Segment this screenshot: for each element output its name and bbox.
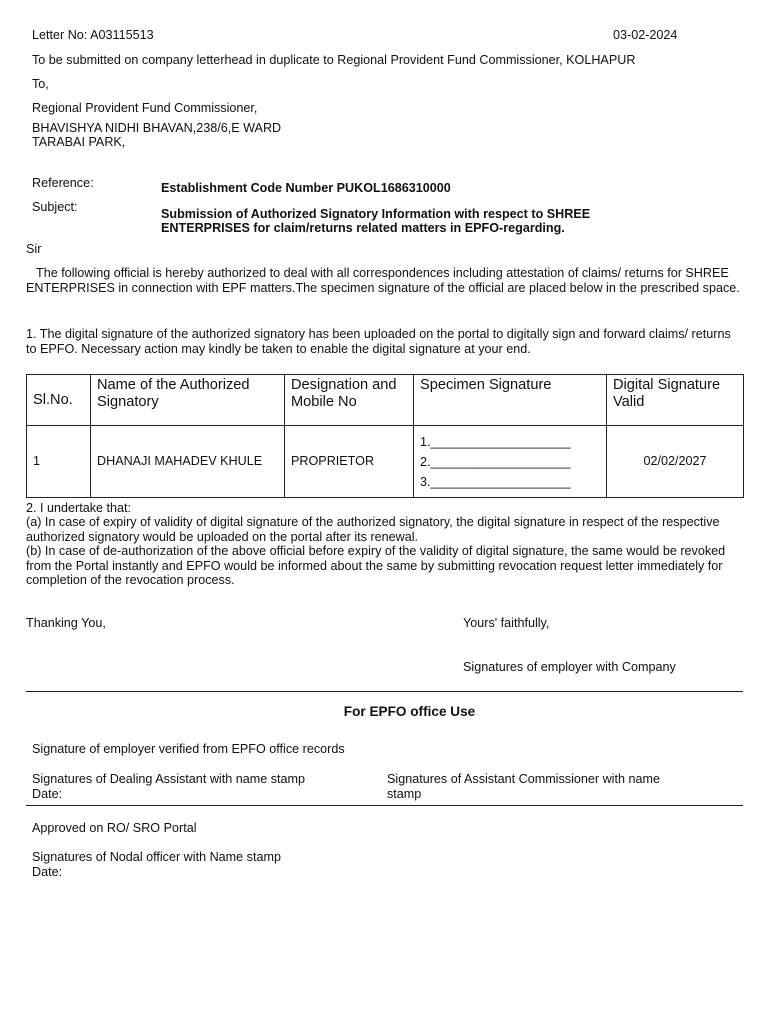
col-header-valid: Digital Signature Valid bbox=[607, 375, 744, 426]
approved-portal-label: Approved on RO/ SRO Portal bbox=[32, 821, 197, 835]
nodal-officer-label: Signatures of Nodal officer with Name stamp bbox=[32, 850, 281, 864]
date-label-2: Date: bbox=[32, 865, 63, 879]
to-label: To, bbox=[32, 77, 49, 91]
undertaking-title: 2. I undertake that: bbox=[26, 501, 132, 515]
authorization-paragraph: The following official is hereby authorized to deal with all correspondences including attestation of claims/ returns for SHREE ENTERPRISES in connection with EPF matters.The specimen signature of the official are placed below in the prescribed space. bbox=[26, 266, 740, 295]
addressee-line-1: Regional Provident Fund Commissioner, bbox=[32, 101, 258, 115]
dealing-assistant-label: Signatures of Dealing Assistant with name stamp bbox=[32, 772, 306, 786]
cell-specimen-signature bbox=[414, 426, 607, 498]
thanking-text: Thanking You, bbox=[26, 616, 106, 630]
cell-slno: 1 bbox=[27, 426, 91, 498]
signature-line-3: 3.____________________ bbox=[420, 474, 571, 489]
subject-label: Subject: bbox=[32, 200, 78, 214]
addressee-line-2: BHAVISHYA NIDHI BHAVAN,238/6,E WARD bbox=[32, 121, 282, 135]
cell-designation: PROPRIETOR bbox=[285, 426, 414, 498]
subject-line-2: ENTERPRISES for claim/returns related matters in EPFO-regarding. bbox=[161, 221, 565, 235]
date-label-1: Date: bbox=[32, 787, 63, 801]
letter-number: Letter No: A03115513 bbox=[32, 28, 154, 42]
col-header-designation: Designation and Mobile No bbox=[285, 375, 414, 426]
letter-date: 03-02-2024 bbox=[613, 28, 678, 42]
submission-instruction: To be submitted on company letterhead in duplicate to Regional Provident Fund Commissioner, KOLHAPUR bbox=[32, 53, 636, 67]
undertaking-clause-a: (a) In case of expiry of validity of digital signature of the authorized signatory, the digital signature in respect of the respective authorized signatory would be uploaded on the portal after its renewal. bbox=[26, 515, 720, 544]
undertaking-clause-b: (b) In case of de-authorization of the above official before expiry of the validity of digital signature, the same would be revoked from the Portal instantly and EPFO would be informed about the same by submitting revocation request letter immediately for completion of the revocation process. bbox=[26, 544, 726, 587]
assistant-commissioner-label: Signatures of Assistant Commissioner with name stamp bbox=[387, 772, 660, 801]
employer-verified-label: Signature of employer verified from EPFO office records bbox=[32, 742, 345, 756]
col-header-name: Name of the Authorized Signatory bbox=[91, 375, 285, 426]
reference-value: Establishment Code Number PUKOL1686310000 bbox=[161, 181, 451, 195]
reference-label: Reference: bbox=[32, 176, 94, 190]
subject-line-1: Submission of Authorized Signatory Information with respect to SHREE bbox=[161, 207, 591, 221]
col-header-slno: Sl.No. bbox=[27, 375, 91, 426]
divider-bottom bbox=[26, 805, 743, 806]
col-header-signature: Specimen Signature bbox=[414, 375, 607, 426]
yours-faithfully: Yours' faithfully, bbox=[463, 616, 550, 630]
cell-valid-date: 02/02/2027 bbox=[607, 426, 744, 498]
authorized-signatory-table bbox=[26, 374, 744, 498]
employer-signature-label: Signatures of employer with Company bbox=[463, 660, 676, 674]
divider-top bbox=[26, 691, 743, 692]
epfo-section-title: For EPFO office Use bbox=[343, 704, 476, 719]
cell-name: DHANAJI MAHADEV KHULE bbox=[91, 426, 285, 498]
salutation: Sir bbox=[26, 242, 42, 256]
table-header-row bbox=[27, 375, 744, 426]
addressee-line-3: TARABAI PARK, bbox=[32, 135, 126, 149]
table-row bbox=[27, 426, 744, 498]
signature-line-1: 1.____________________ bbox=[420, 434, 571, 449]
digital-signature-paragraph: 1. The digital signature of the authorized signatory has been uploaded on the portal to digitally sign and forward claims/ returns to EPFO. Necessary action may kindly be taken to enable the digital signature at your end. bbox=[26, 327, 731, 356]
signature-line-2: 2.____________________ bbox=[420, 454, 571, 469]
